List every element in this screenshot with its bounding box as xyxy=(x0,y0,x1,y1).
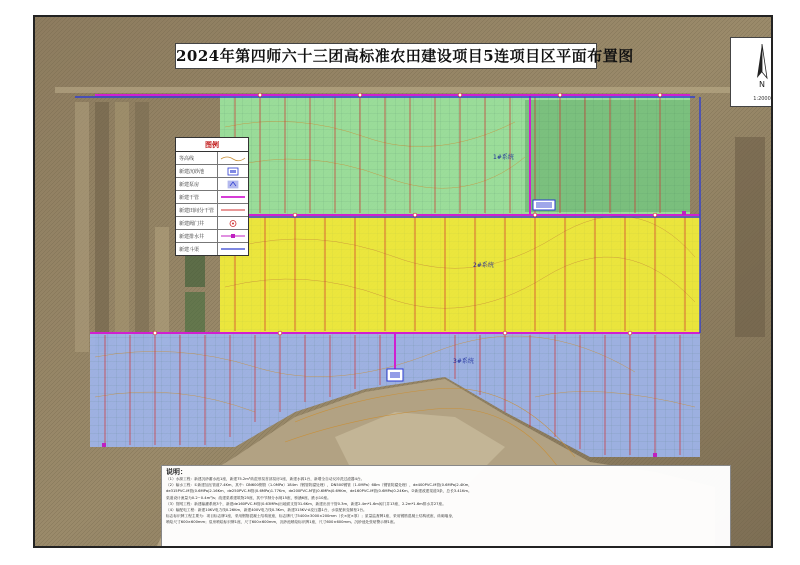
zone-2-label: 2#系统 xyxy=(473,262,494,269)
sand-tank[interactable] xyxy=(533,200,555,210)
pump-station[interactable] xyxy=(387,369,403,381)
main-pipe-symbol-icon xyxy=(218,191,248,203)
north-letter: N xyxy=(759,80,765,89)
legend-label: 新建沉砂池 xyxy=(176,165,218,177)
legend-row-contour xyxy=(176,152,248,165)
valve-well-symbol-icon xyxy=(218,217,248,229)
zone-3-label: 3#系统 xyxy=(453,358,474,365)
legend-row-sand-tank xyxy=(176,165,248,178)
notes-line: 喷绘尺寸600×600mm；泵房喷绘标识牌1座，尺寸600×600mm，沉砂池喷绘标识牌1座，尺寸600×600mm。沉砂池处张贴警示牌1座。 xyxy=(166,520,398,525)
notes-line: （3）管网工程：新建输灌系统3个，新建de160PVC-M管(0.63MPa)出地面支管31.6Km，新建出田干管0.3m，新建2.4m*1.6m阀门井13座，2.2m*1.6m排水井27座。 xyxy=(166,501,446,506)
legend-label: 新建阀门井 xyxy=(176,217,218,229)
legend-label: 新建干管 xyxy=(176,191,218,203)
legend-row-pump-house xyxy=(176,178,248,191)
legend-row-main-pipe xyxy=(176,191,248,204)
notes-line: 标志标识牌工程主要为：项目标志牌1座，采用钢筋混凝土结构底座，标志牌尺寸5400×3000×200mm（长×宽×厚）；质量监督牌1座，采用钢筋混凝土结构底座，砖砌墙身， xyxy=(166,514,456,519)
pump-house-symbol-icon xyxy=(218,178,248,190)
scale-label: 1:2000 xyxy=(753,96,771,102)
notes-line: 渠道设计流量为0.2~0.4m³/s；改建渠系建筑物25座，其中节制分水闸15座，桥涵6座，跌水10座。 xyxy=(166,495,331,500)
zone-2-area[interactable] xyxy=(220,215,700,333)
legend-row-drain-well xyxy=(176,230,248,243)
canal-symbol-icon xyxy=(218,243,248,255)
notes-line: （2）输水工程：①新建加压管道7.4Km，其中：DN600钢管（1.0MPa）184m（钢管防腐处理），DN500钢管（1.0MPa）68m（钢管防腐处理），de400PVC-M管(0.6MPa)2.4Km， xyxy=(166,483,472,488)
notes-heading: 说明： xyxy=(166,468,187,476)
north-arrow-box xyxy=(730,37,773,107)
legend-row-canal xyxy=(176,243,248,255)
legend-row-valve-well xyxy=(176,217,248,230)
notes-line: （4）输配电工程：新建10KV电力线0.26Km，新建400V电力线0.3Km，新建315KV·A变压器1台，水泵配套变频柜1台。 xyxy=(166,508,367,513)
legend-title: 图例 xyxy=(176,138,248,152)
legend-label: 等高线 xyxy=(176,152,218,164)
legend xyxy=(175,137,249,256)
sand-tank-symbol-icon xyxy=(218,165,248,177)
north-arrow-icon xyxy=(731,38,773,90)
notes-line: de315PVC-M管(0.6MPa)2.16Km，de250PVC-M管(0.6MPa)1.77Km，de200PVC-M管(0.6MPa)0.69Km，de160PVC-M管(0.6MPa)0.24Km。②新建改建渠道3条，总长3.41Km。 xyxy=(166,489,472,494)
branch-pipe-symbol-icon xyxy=(218,204,248,216)
notes-panel xyxy=(161,465,731,548)
legend-label: 新建排水井 xyxy=(176,230,218,242)
drain-well-symbol-icon xyxy=(218,230,248,242)
legend-label: 新建斗渠 xyxy=(176,243,218,255)
map-title: 2024年第四师六十三团高标准农田建设项目5连项目区平面布置图 xyxy=(175,43,597,69)
zone-1-label: 1#系统 xyxy=(493,154,514,161)
legend-label: 新建泵房 xyxy=(176,178,218,190)
contour-symbol-icon xyxy=(218,152,248,164)
legend-row-branch-pipe xyxy=(176,204,248,217)
legend-label: 新建田间分干管 xyxy=(176,204,218,216)
map-sheet xyxy=(33,15,773,548)
zone-1-area[interactable] xyxy=(220,95,690,215)
notes-line: （1）水源工程：新建沉砂蓄水池1座，新建75.2m³砖混形泵首部泵房1座，新建水源1台，新增全自动反冲洗过滤器4台。 xyxy=(166,477,365,481)
